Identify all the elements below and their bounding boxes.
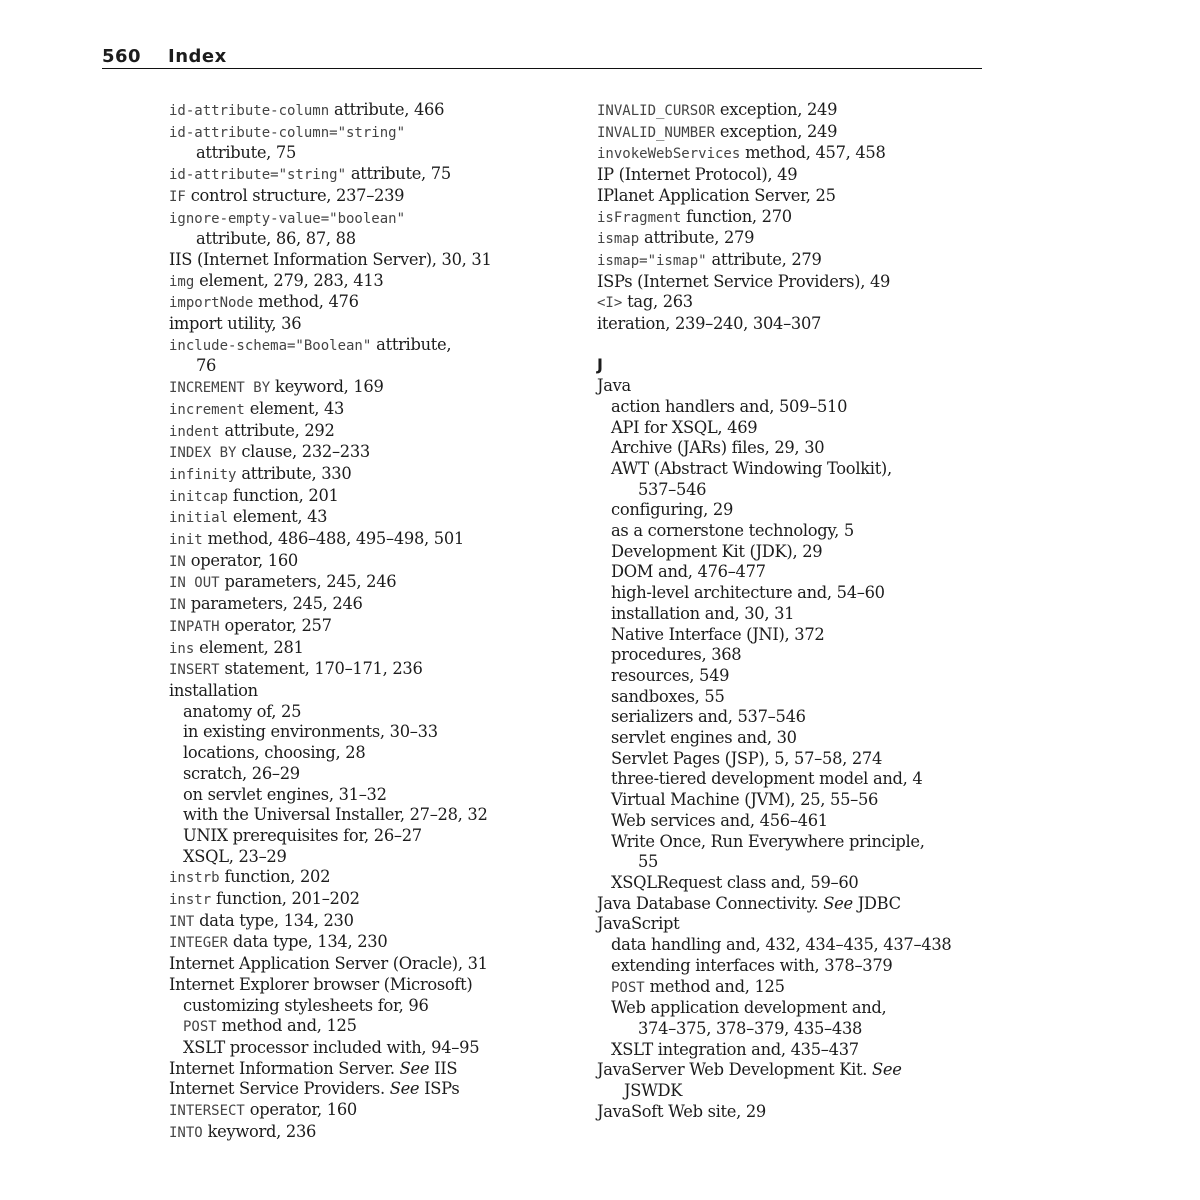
code-term: invokeWebServices	[597, 146, 741, 163]
entry-text: operator, 257	[219, 615, 332, 635]
index-subentry	[169, 722, 569, 743]
index-entry	[597, 228, 987, 250]
see-reference: See	[823, 893, 853, 913]
entry-text: XSLT integration and, 435–437	[611, 1039, 859, 1059]
entry-text: function, 270	[681, 206, 792, 226]
index-entry	[169, 314, 569, 335]
code-term: isFragment	[597, 209, 682, 226]
index-entry	[169, 442, 569, 464]
index-entry	[169, 335, 569, 357]
entry-text: XSLT processor included with, 94–95	[183, 1037, 480, 1057]
code-term: infinity	[169, 466, 237, 483]
index-entry	[597, 186, 987, 207]
entry-text: attribute, 75	[346, 164, 451, 184]
index-entry	[597, 250, 987, 272]
index-subentry	[597, 935, 987, 956]
index-subentry	[169, 785, 569, 806]
index-entry	[597, 1060, 987, 1081]
entry-text: method and, 125	[216, 1016, 357, 1036]
running-header	[102, 44, 982, 69]
entry-text: XSQLRequest class and, 59–60	[611, 873, 859, 892]
index-subentry	[597, 418, 987, 439]
index-subentry	[597, 832, 987, 853]
entry-text: attribute, 330	[236, 463, 352, 483]
index-entry	[597, 122, 987, 144]
entry-text: Java	[597, 376, 631, 396]
entry-text: data handling and, 432, 434–435, 437–438	[611, 935, 952, 955]
index-column-right	[597, 100, 987, 1122]
entry-text: extending interfaces with, 378–379	[611, 955, 893, 975]
entry-text: statement, 170–171, 236	[219, 659, 423, 679]
index-entry	[169, 572, 569, 594]
index-subentry	[597, 707, 987, 728]
index-subentry	[169, 826, 569, 847]
index-subentry	[597, 811, 987, 832]
index-entry	[169, 464, 569, 486]
entry-text: method, 476	[253, 292, 359, 312]
index-subentry	[597, 459, 987, 480]
entry-text: Web services and, 456–461	[611, 810, 828, 830]
entry-text: Internet Explorer browser (Microsoft)	[169, 974, 473, 994]
entry-text: high-level architecture and, 54–60	[611, 583, 885, 603]
index-entry	[169, 122, 569, 144]
index-entry	[169, 186, 569, 208]
entry-text: ISPs	[419, 1079, 460, 1099]
index-subentry	[597, 769, 987, 790]
index-subentry	[597, 790, 987, 811]
index-entry	[169, 681, 569, 702]
code-term: importNode	[169, 295, 254, 312]
index-entry	[169, 507, 569, 529]
code-term: init	[169, 532, 203, 549]
index-subentry	[169, 805, 569, 826]
index-subentry	[597, 500, 987, 521]
entry-text: clause, 232–233	[236, 442, 370, 462]
index-entry	[597, 914, 987, 935]
entry-text: scratch, 26–29	[183, 763, 300, 783]
index-entry	[597, 376, 987, 397]
index-entry	[169, 271, 569, 293]
index-entry	[169, 659, 569, 681]
index-entry	[169, 292, 569, 314]
entry-text: element, 43	[244, 398, 345, 418]
entry-text: IPlanet Application Server, 25	[597, 185, 836, 205]
code-term: INCREMENT BY	[169, 380, 271, 397]
code-term: instrb	[169, 870, 220, 887]
index-subentry	[597, 645, 987, 666]
entry-text: resources, 549	[611, 665, 730, 685]
index-subentry	[597, 1081, 987, 1102]
entry-text: sandboxes, 55	[611, 686, 725, 706]
entry-text: element, 281	[194, 637, 304, 657]
entry-text: Virtual Machine (JVM), 25, 55–56	[611, 790, 879, 810]
entry-text: Internet Service Providers.	[169, 1079, 390, 1099]
entry-text: Java Database Connectivity.	[597, 893, 824, 913]
entry-text: Servlet Pages (JSP), 5, 57–58, 274	[611, 748, 883, 768]
entry-text: attribute, 86, 87, 88	[196, 229, 356, 249]
entry-text: parameters, 245, 246	[219, 572, 397, 592]
entry-text: exception, 249	[715, 121, 838, 141]
entry-text: operator, 160	[185, 550, 298, 570]
index-subentry	[597, 604, 987, 625]
entry-text: Native Interface (JNI), 372	[611, 624, 825, 644]
index-subentry	[169, 356, 569, 377]
code-term: initcap	[169, 488, 229, 505]
entry-text: Internet Information Server.	[169, 1058, 400, 1078]
code-term: id-attribute-column	[169, 103, 330, 119]
code-term: INDEX BY	[169, 445, 237, 462]
index-entry	[169, 164, 569, 186]
index-entry	[169, 377, 569, 399]
index-entry	[169, 638, 569, 660]
index-subentry	[169, 996, 569, 1017]
index-entry	[597, 1102, 987, 1123]
see-reference: See	[872, 1060, 902, 1080]
index-subentry	[597, 687, 987, 708]
entry-text: 76	[196, 356, 217, 376]
entry-text: element, 43	[228, 507, 328, 527]
index-entry	[169, 1122, 569, 1144]
entry-text: data type, 134, 230	[194, 910, 354, 930]
code-term: INSERT	[169, 662, 220, 679]
index-subentry	[169, 1016, 569, 1038]
code-term: include-schema="Boolean"	[169, 337, 372, 354]
entry-text: procedures, 368	[611, 645, 742, 665]
code-term: INTO	[169, 1124, 203, 1141]
entry-text: attribute, 279	[639, 228, 755, 248]
code-term: INVALID_NUMBER	[597, 124, 716, 141]
entry-text: as a cornerstone technology, 5	[611, 521, 854, 541]
index-subentry	[597, 666, 987, 687]
entry-text: DOM and, 476–477	[611, 562, 766, 582]
entry-text: tag, 263	[622, 292, 693, 312]
index-entry	[597, 894, 987, 915]
entry-text: installation	[169, 680, 258, 700]
index-entry	[169, 616, 569, 638]
index-subentry	[169, 143, 569, 164]
index-subentry	[169, 702, 569, 723]
code-term: id-attribute-column="string"	[169, 124, 406, 141]
entry-text: serializers and, 537–546	[611, 707, 806, 727]
index-entry	[169, 1100, 569, 1122]
code-term: INT	[169, 913, 195, 930]
entry-text: method, 457, 458	[740, 143, 886, 163]
code-term: INTERSECT	[169, 1103, 245, 1120]
entry-text: locations, choosing, 28	[183, 743, 366, 763]
code-term: POST	[183, 1019, 217, 1036]
code-term: indent	[169, 423, 220, 440]
index-subentry	[597, 562, 987, 583]
index-entry	[169, 954, 569, 975]
index-subentry	[597, 956, 987, 977]
index-subentry	[597, 542, 987, 563]
entry-text: JSWDK	[624, 1081, 683, 1101]
index-subentry	[597, 397, 987, 418]
index-subentry	[597, 998, 987, 1019]
entry-text: servlet engines and, 30	[611, 728, 797, 748]
entry-text: iteration, 239–240, 304–307	[597, 314, 822, 334]
entry-text: ISPs (Internet Service Providers), 49	[597, 271, 891, 291]
index-entry	[169, 529, 569, 551]
index-entry	[169, 421, 569, 443]
index-entry	[597, 100, 987, 122]
entry-text: customizing stylesheets for, 96	[183, 995, 429, 1015]
index-subentry	[597, 1040, 987, 1061]
entry-text: function, 201–202	[211, 889, 360, 909]
page-number: 560	[102, 46, 142, 67]
index-subentry	[169, 229, 569, 250]
index-entry	[169, 399, 569, 421]
code-term: ins	[169, 640, 195, 657]
entry-text: in existing environments, 30–33	[183, 722, 438, 742]
entry-text: 537–546	[638, 479, 707, 499]
index-entry	[169, 551, 569, 573]
index-subentry	[597, 852, 987, 873]
index-subentry	[597, 749, 987, 770]
entry-text: anatomy of, 25	[183, 701, 302, 721]
entry-text: attribute,	[371, 334, 452, 354]
index-subentry	[597, 521, 987, 542]
entry-text: AWT (Abstract Windowing Toolkit),	[611, 458, 892, 478]
entry-text: attribute, 75	[196, 143, 297, 163]
index-entry	[169, 594, 569, 616]
code-term: img	[169, 273, 195, 290]
entry-text: IIS (Internet Information Server), 30, 31	[169, 249, 492, 269]
index-entry	[169, 208, 569, 230]
entry-text: action handlers and, 509–510	[611, 396, 848, 416]
index-entry	[169, 932, 569, 954]
entry-text: configuring, 29	[611, 500, 734, 520]
entry-text: XSQL, 23–29	[183, 846, 287, 866]
entry-text: Internet Application Server (Oracle), 31	[169, 954, 488, 974]
entry-text: Development Kit (JDK), 29	[611, 541, 823, 561]
index-entry	[597, 355, 987, 376]
entry-text: function, 201	[228, 485, 339, 505]
entry-text: Write Once, Run Everywhere principle,	[611, 831, 925, 851]
entry-text: element, 279, 283, 413	[194, 270, 384, 290]
entry-text: keyword, 236	[202, 1121, 317, 1141]
code-term: IN	[169, 553, 186, 570]
page-title: Index	[168, 46, 227, 67]
entry-text: JavaSoft Web site, 29	[597, 1101, 766, 1121]
entry-text: with the Universal Installer, 27–28, 32	[183, 805, 488, 825]
entry-text: on servlet engines, 31–32	[183, 784, 387, 804]
index-subentry	[597, 438, 987, 459]
index-entry	[169, 867, 569, 889]
section-letter: J	[597, 355, 603, 375]
entry-text: parameters, 245, 246	[185, 594, 363, 614]
index-column-left	[169, 100, 569, 1143]
index-entry	[597, 207, 987, 229]
entry-text: IP (Internet Protocol), 49	[597, 165, 798, 185]
index-entry	[169, 250, 569, 271]
code-term: ismap	[597, 231, 640, 248]
entry-text: Archive (JARs) files, 29, 30	[611, 438, 825, 458]
section-gap	[597, 335, 987, 356]
entry-text: JavaServer Web Development Kit.	[597, 1060, 873, 1080]
index-subentry	[597, 583, 987, 604]
index-subentry	[169, 743, 569, 764]
entry-text: JavaScript	[597, 914, 680, 934]
index-subentry	[597, 977, 987, 999]
entry-text: JDBC	[852, 893, 901, 913]
entry-text: attribute, 279	[706, 249, 822, 269]
index-entry	[169, 100, 569, 122]
index-subentry	[597, 625, 987, 646]
entry-text: 374–375, 378–379, 435–438	[638, 1018, 863, 1038]
index-entry	[169, 486, 569, 508]
entry-text: attribute, 466	[329, 100, 445, 119]
entry-text: attribute, 292	[219, 420, 335, 440]
code-term: INPATH	[169, 618, 220, 635]
code-term: instr	[169, 892, 212, 909]
index-subentry	[169, 764, 569, 785]
index-entry	[597, 314, 987, 335]
index-entry	[597, 165, 987, 186]
entry-text: method and, 125	[644, 976, 785, 996]
code-term: IN OUT	[169, 575, 220, 592]
code-term: ismap="ismap"	[597, 252, 707, 269]
entry-text: keyword, 169	[270, 377, 384, 397]
index-entry	[597, 292, 987, 314]
index-entry	[169, 975, 569, 996]
index-entry	[169, 911, 569, 933]
code-term: INVALID_CURSOR	[597, 103, 716, 119]
index-subentry	[597, 728, 987, 749]
entry-text: method, 486–488, 495–498, 501	[202, 529, 464, 549]
index-entry	[169, 889, 569, 911]
entry-text: UNIX prerequisites for, 26–27	[183, 825, 422, 845]
see-reference: See	[389, 1079, 420, 1099]
code-term: POST	[611, 979, 645, 996]
see-reference: See	[399, 1058, 430, 1078]
index-subentry	[169, 847, 569, 868]
code-term: initial	[169, 510, 229, 527]
entry-text: operator, 160	[244, 1100, 357, 1120]
entry-text: three-tiered development model and, 4	[611, 769, 923, 789]
code-term: <I>	[597, 295, 623, 312]
entry-text: installation and, 30, 31	[611, 603, 795, 623]
code-term: IN	[169, 597, 186, 614]
entry-text: API for XSQL, 469	[611, 417, 758, 437]
entry-text: 55	[638, 852, 659, 872]
index-entry	[597, 143, 987, 165]
index-subentry	[597, 1019, 987, 1040]
index-entry	[169, 1079, 569, 1100]
code-term: IF	[169, 188, 186, 205]
index-entry	[169, 1059, 569, 1080]
entry-text: control structure, 237–239	[185, 185, 405, 205]
code-term: increment	[169, 401, 245, 418]
index-entry	[597, 272, 987, 293]
entry-text: data type, 134, 230	[228, 932, 388, 952]
code-term: ignore-empty-value="boolean"	[169, 210, 406, 227]
entry-text: exception, 249	[715, 100, 838, 119]
code-term: INTEGER	[169, 935, 229, 952]
index-subentry	[597, 480, 987, 501]
index-subentry	[169, 1038, 569, 1059]
entry-text: function, 202	[219, 867, 331, 887]
entry-text: Web application development and,	[611, 998, 887, 1018]
code-term: id-attribute="string"	[169, 167, 347, 184]
entry-text: IIS	[429, 1058, 458, 1078]
index-subentry	[597, 873, 987, 894]
entry-text: import utility, 36	[169, 314, 302, 334]
